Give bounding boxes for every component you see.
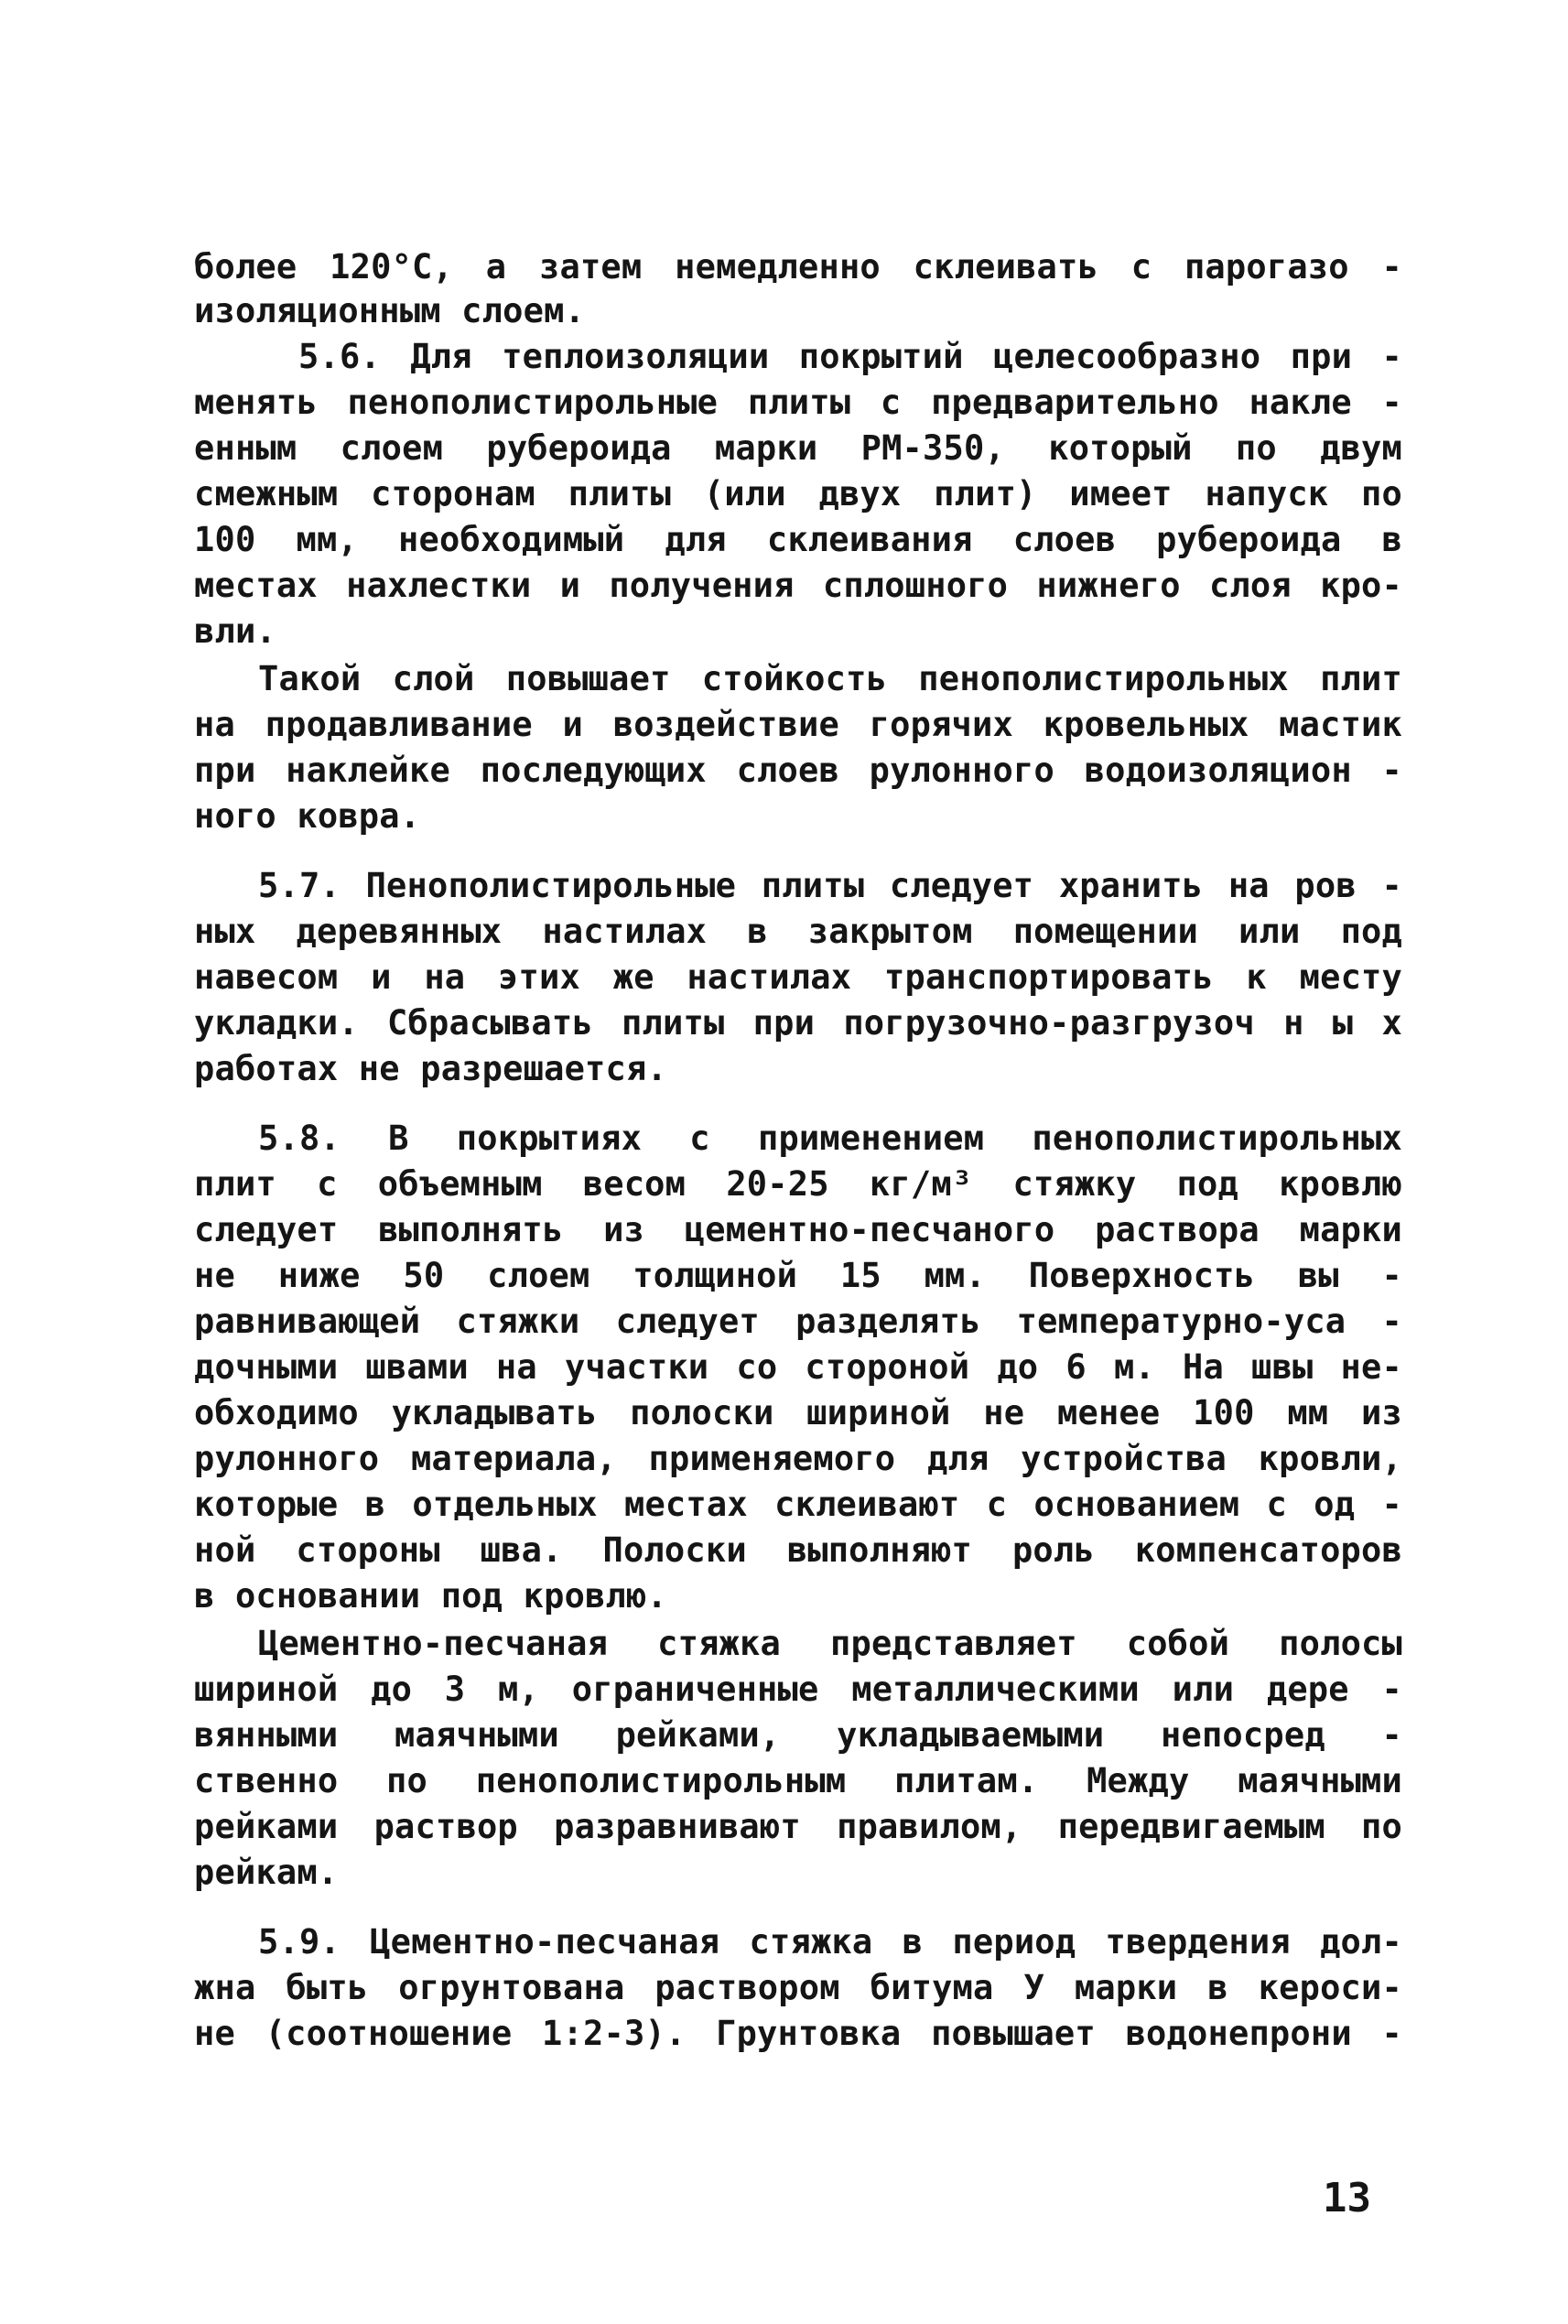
text-line: 100 мм, необходимый для склеивания слоев рубероида в — [194, 520, 1402, 559]
text-line: более 120°С, а затем немедленно склеивать с парогазо - — [194, 247, 1402, 286]
text-line: навесом и на этих же настилах транспортировать к месту — [194, 957, 1402, 997]
text-line: шириной до 3 м, ограниченные металлическими или дере - — [194, 1670, 1402, 1709]
text-line: вянными маячными рейками, укладываемыми непосред - — [194, 1715, 1402, 1755]
text-line: обходимо укладывать полоски шириной не менее 100 мм из — [194, 1393, 1402, 1432]
text-line: не ниже 50 слоем толщиной 15 мм. Поверхность вы - — [194, 1256, 1402, 1295]
paragraph-heading-5-8: 5.8. В покрытиях с применением пенополистирольных — [258, 1119, 1402, 1158]
paragraph-heading-5-7: 5.7. Пенополистирольные плиты следует хранить на ров - — [258, 866, 1402, 905]
text-line: ного ковра. — [194, 796, 421, 836]
text-line: плит с объемным весом 20-25 кг/м³ стяжку под кровлю — [194, 1164, 1402, 1204]
text-line: жна быть огрунтована раствором битума У марки в кероси- — [194, 1968, 1402, 2007]
text-line: равнивающей стяжки следует разделять температурно-уса - — [194, 1302, 1402, 1341]
text-line: вли. — [194, 611, 276, 651]
text-line: при наклейке последующих слоев рулонного водоизоляцион - — [194, 751, 1402, 790]
text-line: следует выполнять из цементно-песчаного раствора марки — [194, 1210, 1402, 1249]
text-line: не (соотношение 1:2-3). Грунтовка повышает водонепрони - — [194, 2014, 1402, 2053]
text-line: менять пенополистирольные плиты с предварительно накле - — [194, 383, 1402, 422]
text-line: ных деревянных настилах в закрытом помещении или под — [194, 912, 1402, 951]
text-line: местах нахлестки и получения сплошного нижнего слоя кро- — [194, 566, 1402, 605]
text-line: изоляционным слоем. — [194, 291, 586, 330]
text-line: укладки. Сбрасывать плиты при погрузочно-разгрузоч н ы х — [194, 1003, 1402, 1043]
text-line: рейками раствор разравнивают правилом, передвигаемым по — [194, 1807, 1402, 1846]
text-line: в основании под кровлю. — [194, 1576, 667, 1616]
text-line: ственно по пенополистирольным плитам. Между маячными — [194, 1761, 1402, 1800]
text-line: которые в отдельных местах склеивают с основанием с од - — [194, 1485, 1402, 1524]
paragraph-heading-5-6: 5.6. Для теплоизоляции покрытий целесообразно при - — [298, 337, 1402, 376]
text-line: рулонного материала, применяемого для устройства кровли, — [194, 1439, 1402, 1478]
text-line: работах не разрешается. — [194, 1049, 667, 1088]
paragraph-heading-5-9: 5.9. Цементно-песчаная стяжка в период твердения дол- — [258, 1922, 1402, 1962]
text-line: на продавливание и воздействие горячих кровельных мастик — [194, 705, 1402, 744]
paragraph-start: Такой слой повышает стойкость пенополистирольных плит — [258, 659, 1402, 698]
text-line: ной стороны шва. Полоски выполняют роль компенсаторов — [194, 1530, 1402, 1570]
paragraph-start: Цементно-песчаная стяжка представляет собой полосы — [258, 1624, 1402, 1663]
text-line: смежным сторонам плиты (или двух плит) имеет напуск по — [194, 474, 1402, 513]
text-line: енным слоем рубероида марки РМ-350, который по двум — [194, 428, 1402, 468]
page-number: 13 — [1323, 2175, 1371, 2221]
text-line: дочными швами на участки со стороной до 6 м. На швы не- — [194, 1347, 1402, 1387]
text-line: рейкам. — [194, 1853, 339, 1892]
